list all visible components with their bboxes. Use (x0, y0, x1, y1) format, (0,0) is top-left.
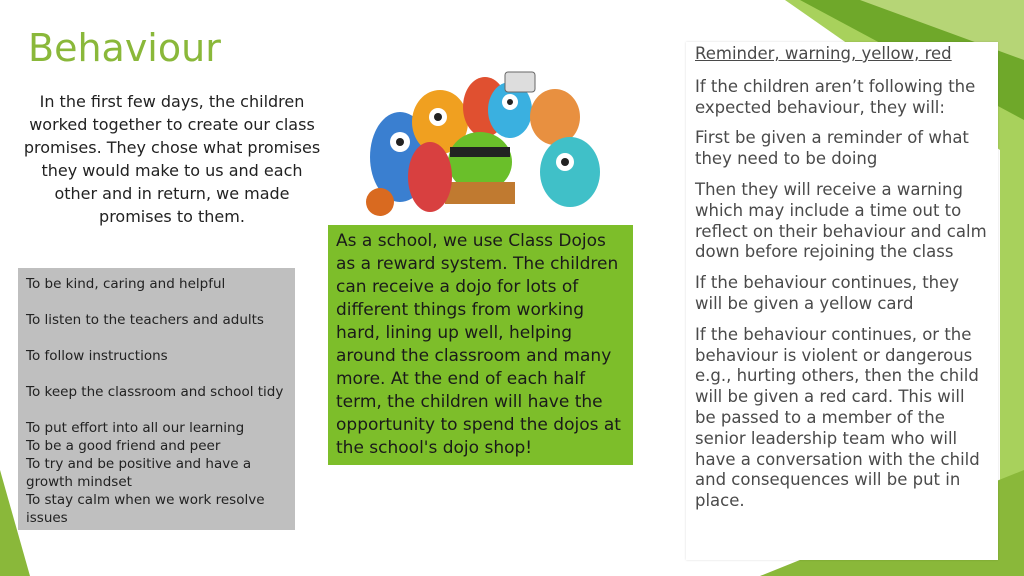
promise-item: To be a good friend and peer (26, 438, 221, 454)
behaviour-steps-panel (686, 42, 998, 560)
behaviour-step: Then they will receive a warning which may include a time out to reflect on their behaviour and calm down before rejoining the class (695, 179, 987, 262)
behaviour-step: If the children aren’t following the expected behaviour, they will: (695, 76, 976, 117)
promise-item: To be kind, caring and helpful (26, 276, 226, 292)
class-dojo-monsters-illustration (350, 62, 615, 220)
promise-item: To listen to the teachers and adults (26, 312, 264, 328)
page-title: Behaviour (28, 26, 221, 70)
behaviour-step: If the behaviour continues, or the behaviour is violent or dangerous e.g., hurting others, then the child will be given a red card. This will be passed to a member of the senior leadership team who will have a conversation with the child and consequences will be put in place. (695, 324, 980, 511)
promise-item: To try and be positive and have a growth mindset (26, 456, 252, 490)
promise-item: To follow instructions (26, 348, 168, 364)
promise-item: To stay calm when we work resolve issues (26, 492, 265, 526)
class-promises-list (18, 268, 295, 530)
behaviour-steps-heading: Reminder, warning, yellow, red (695, 44, 952, 63)
intro-text: In the first few days, the children worked together to create our class promises. They chose what promises they would make to us and each other and in return, we made promises to them. (23, 92, 321, 226)
class-dojo-info: As a school, we use Class Dojos as a reward system. The children can receive a dojo for lots of different things from working hard, lining up well, helping around the classroom and many more. At the end of each half term, the children will have the opportunity to spend the dojos at the school's dojo shop! (328, 225, 633, 465)
behaviour-step: First be given a reminder of what they need to be doing (695, 128, 969, 169)
behaviour-step: If the behaviour continues, they will be given a yellow card (695, 273, 960, 313)
promise-item: To keep the classroom and school tidy (26, 384, 284, 400)
promise-item: To put effort into all our learning (26, 420, 245, 436)
